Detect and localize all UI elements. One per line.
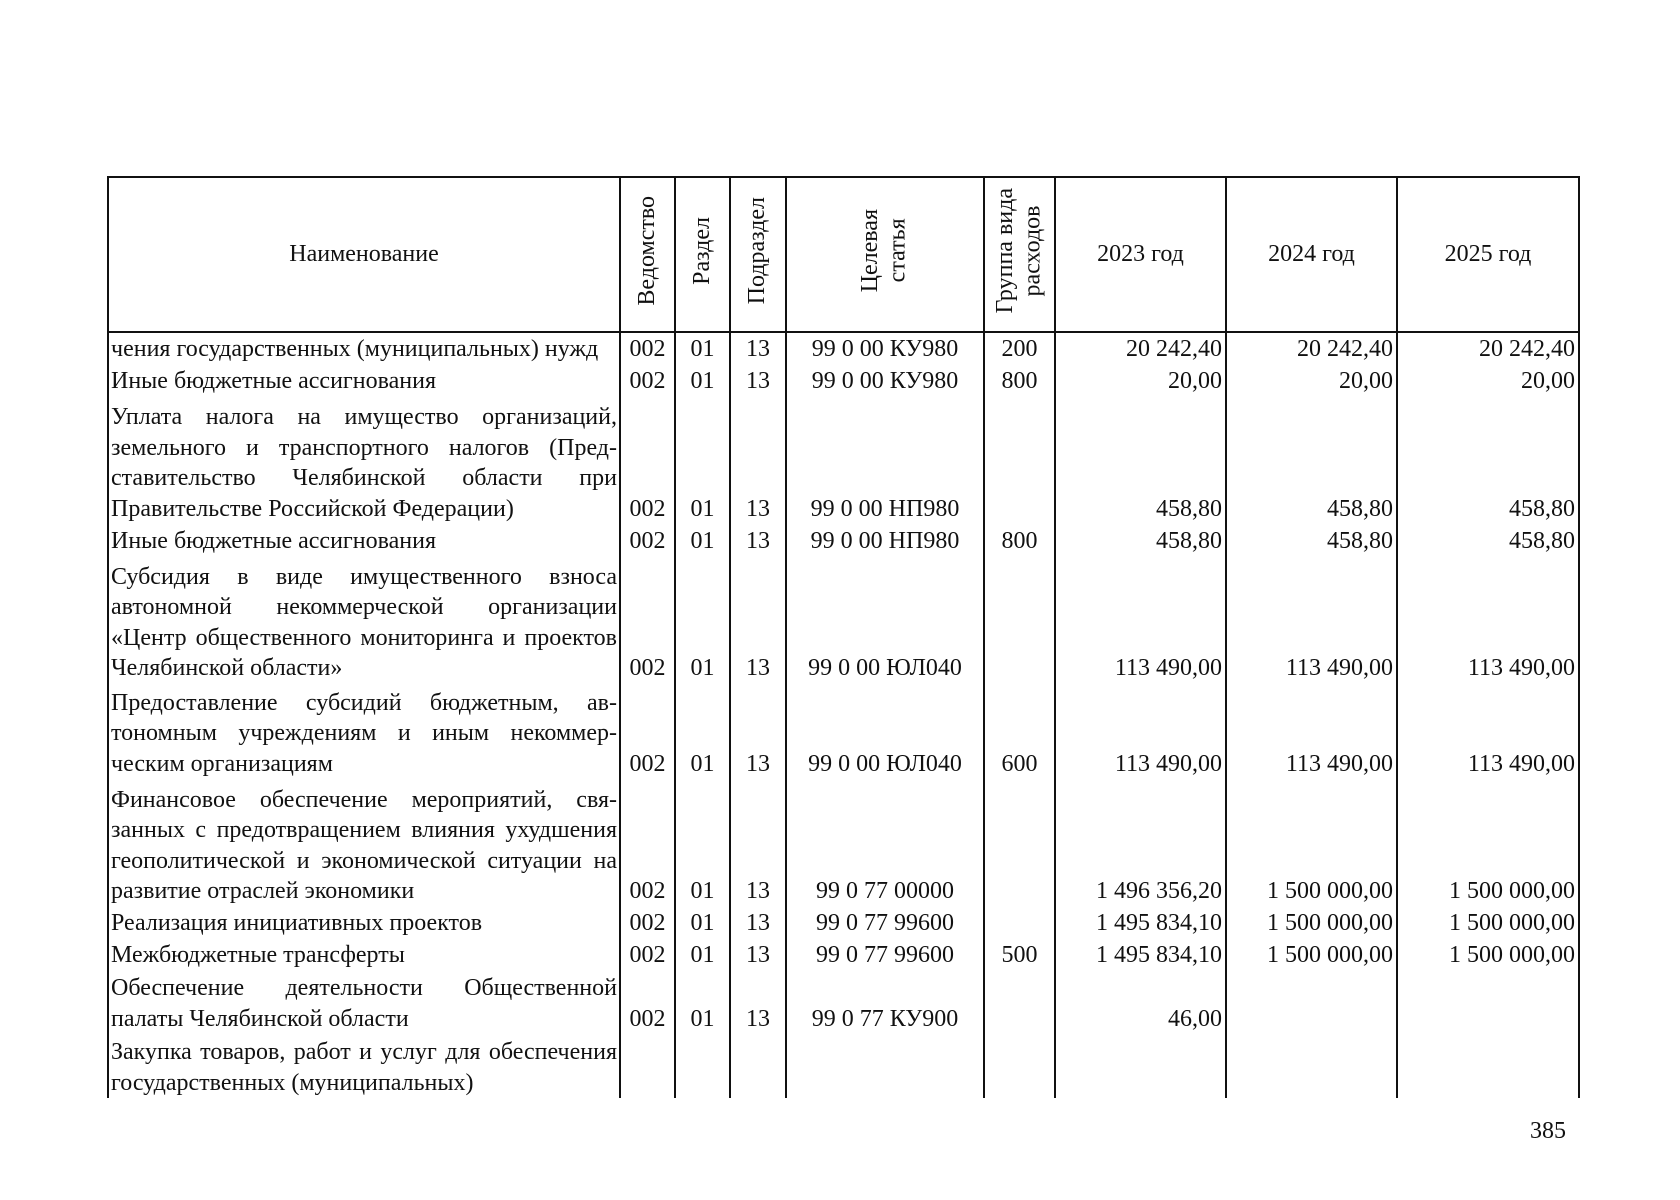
table-row bbox=[108, 556, 1579, 683]
row-amount-2024 bbox=[1226, 1034, 1397, 1098]
row-gruppa-vida: 500 bbox=[984, 939, 1055, 971]
row-razdel: 01 bbox=[675, 332, 730, 365]
row-name: Обеспечение деятельности Общественной палаты Челябинской области bbox=[108, 970, 620, 1034]
row-amount-2024: 1 500 000,00 bbox=[1226, 907, 1397, 939]
row-razdel: 01 bbox=[675, 939, 730, 971]
row-name: Предоставление субсидий бюджетным, автономным учреждениям и иным некоммерческим организациям bbox=[108, 684, 620, 780]
row-celevaya-statya: 99 0 00 КУ980 bbox=[786, 365, 984, 397]
row-amount-2023: 1 495 834,10 bbox=[1055, 907, 1226, 939]
row-vedomstvo: 002 bbox=[620, 365, 675, 397]
page-number: 385 bbox=[1530, 1118, 1566, 1144]
header-2023: 2023 год bbox=[1055, 177, 1226, 332]
row-name: Иные бюджетные ассигнования bbox=[108, 524, 620, 556]
row-vedomstvo: 002 bbox=[620, 907, 675, 939]
row-amount-2025: 1 500 000,00 bbox=[1397, 779, 1579, 906]
row-name: чения государственных (муниципальных) нужд bbox=[108, 332, 620, 365]
row-vedomstvo: 002 bbox=[620, 332, 675, 365]
row-amount-2025: 458,80 bbox=[1397, 397, 1579, 524]
row-podrazdel: 13 bbox=[730, 907, 786, 939]
row-podrazdel: 13 bbox=[730, 365, 786, 397]
row-amount-2023: 113 490,00 bbox=[1055, 556, 1226, 683]
row-vedomstvo: 002 bbox=[620, 939, 675, 971]
table-row bbox=[108, 779, 1579, 906]
row-podrazdel: 13 bbox=[730, 970, 786, 1034]
row-razdel: 01 bbox=[675, 970, 730, 1034]
row-amount-2024: 458,80 bbox=[1226, 524, 1397, 556]
row-vedomstvo: 002 bbox=[620, 684, 675, 780]
row-vedomstvo: 002 bbox=[620, 779, 675, 906]
row-amount-2023: 458,80 bbox=[1055, 397, 1226, 524]
table-row bbox=[108, 397, 1579, 524]
row-celevaya-statya: 99 0 77 99600 bbox=[786, 939, 984, 971]
row-amount-2025: 458,80 bbox=[1397, 524, 1579, 556]
row-celevaya-statya bbox=[786, 1034, 984, 1098]
row-amount-2023: 1 495 834,10 bbox=[1055, 939, 1226, 971]
row-razdel: 01 bbox=[675, 907, 730, 939]
row-gruppa-vida bbox=[984, 779, 1055, 906]
row-amount-2025: 1 500 000,00 bbox=[1397, 939, 1579, 971]
header-celevaya-statya: Целевая статья bbox=[786, 177, 984, 332]
row-celevaya-statya: 99 0 00 НП980 bbox=[786, 397, 984, 524]
header-name: Наименование bbox=[108, 177, 620, 332]
row-podrazdel bbox=[730, 1034, 786, 1098]
row-name: Закупка товаров, работ и услуг для обеспечения государственных (муниципальных) bbox=[108, 1034, 620, 1098]
table-row bbox=[108, 365, 1579, 397]
row-amount-2023: 20 242,40 bbox=[1055, 332, 1226, 365]
header-podrazdel: Подраздел bbox=[730, 177, 786, 332]
row-podrazdel: 13 bbox=[730, 779, 786, 906]
row-amount-2023: 458,80 bbox=[1055, 524, 1226, 556]
row-gruppa-vida bbox=[984, 1034, 1055, 1098]
row-celevaya-statya: 99 0 00 ЮЛ040 bbox=[786, 556, 984, 683]
row-amount-2024: 458,80 bbox=[1226, 397, 1397, 524]
row-celevaya-statya: 99 0 77 99600 bbox=[786, 907, 984, 939]
row-amount-2025: 1 500 000,00 bbox=[1397, 907, 1579, 939]
row-amount-2024: 113 490,00 bbox=[1226, 684, 1397, 780]
row-name: Иные бюджетные ассигнования bbox=[108, 365, 620, 397]
budget-table bbox=[107, 176, 1580, 1098]
row-name: Межбюджетные трансферты bbox=[108, 939, 620, 971]
row-amount-2023: 113 490,00 bbox=[1055, 684, 1226, 780]
row-amount-2023 bbox=[1055, 1034, 1226, 1098]
row-amount-2024 bbox=[1226, 970, 1397, 1034]
row-amount-2025: 113 490,00 bbox=[1397, 684, 1579, 780]
row-vedomstvo: 002 bbox=[620, 524, 675, 556]
row-amount-2023: 20,00 bbox=[1055, 365, 1226, 397]
row-gruppa-vida bbox=[984, 397, 1055, 524]
row-amount-2025 bbox=[1397, 970, 1579, 1034]
table-body bbox=[108, 332, 1579, 1098]
row-gruppa-vida: 200 bbox=[984, 332, 1055, 365]
row-gruppa-vida bbox=[984, 556, 1055, 683]
row-gruppa-vida: 800 bbox=[984, 365, 1055, 397]
table-row bbox=[108, 524, 1579, 556]
row-podrazdel: 13 bbox=[730, 397, 786, 524]
row-vedomstvo: 002 bbox=[620, 397, 675, 524]
row-amount-2025: 113 490,00 bbox=[1397, 556, 1579, 683]
header-vedomstvo: Ведомство bbox=[620, 177, 675, 332]
row-celevaya-statya: 99 0 00 НП980 bbox=[786, 524, 984, 556]
row-gruppa-vida: 800 bbox=[984, 524, 1055, 556]
row-amount-2024: 113 490,00 bbox=[1226, 556, 1397, 683]
row-razdel: 01 bbox=[675, 556, 730, 683]
row-gruppa-vida: 600 bbox=[984, 684, 1055, 780]
row-amount-2025: 20,00 bbox=[1397, 365, 1579, 397]
table-row bbox=[108, 332, 1579, 365]
header-row bbox=[108, 177, 1579, 332]
row-celevaya-statya: 99 0 00 ЮЛ040 bbox=[786, 684, 984, 780]
header-gruppa-vida-rashodov: Группа вида расходов bbox=[984, 177, 1055, 332]
row-name: Финансовое обеспечение мероприятий, связанных с предотвращением влияния ухудшения геополитической и экономической ситуации на развитие отраслей экономики bbox=[108, 779, 620, 906]
row-celevaya-statya: 99 0 00 КУ980 bbox=[786, 332, 984, 365]
table-row bbox=[108, 970, 1579, 1034]
table-row bbox=[108, 684, 1579, 780]
row-podrazdel: 13 bbox=[730, 332, 786, 365]
row-amount-2023: 1 496 356,20 bbox=[1055, 779, 1226, 906]
row-podrazdel: 13 bbox=[730, 556, 786, 683]
row-amount-2023: 46,00 bbox=[1055, 970, 1226, 1034]
row-gruppa-vida bbox=[984, 907, 1055, 939]
row-razdel: 01 bbox=[675, 684, 730, 780]
row-name: Реализация инициативных проектов bbox=[108, 907, 620, 939]
header-2025: 2025 год bbox=[1397, 177, 1579, 332]
row-celevaya-statya: 99 0 77 00000 bbox=[786, 779, 984, 906]
row-vedomstvo: 002 bbox=[620, 556, 675, 683]
row-celevaya-statya: 99 0 77 КУ900 bbox=[786, 970, 984, 1034]
header-razdel: Раздел bbox=[675, 177, 730, 332]
row-podrazdel: 13 bbox=[730, 939, 786, 971]
row-podrazdel: 13 bbox=[730, 684, 786, 780]
row-razdel: 01 bbox=[675, 524, 730, 556]
row-amount-2024: 20,00 bbox=[1226, 365, 1397, 397]
table-row bbox=[108, 1034, 1579, 1098]
row-razdel: 01 bbox=[675, 397, 730, 524]
row-razdel bbox=[675, 1034, 730, 1098]
row-amount-2024: 1 500 000,00 bbox=[1226, 779, 1397, 906]
row-podrazdel: 13 bbox=[730, 524, 786, 556]
row-amount-2025: 20 242,40 bbox=[1397, 332, 1579, 365]
row-vedomstvo bbox=[620, 1034, 675, 1098]
table-row bbox=[108, 939, 1579, 971]
row-razdel: 01 bbox=[675, 779, 730, 906]
row-gruppa-vida bbox=[984, 970, 1055, 1034]
table-row bbox=[108, 907, 1579, 939]
row-vedomstvo: 002 bbox=[620, 970, 675, 1034]
row-amount-2024: 20 242,40 bbox=[1226, 332, 1397, 365]
row-amount-2025 bbox=[1397, 1034, 1579, 1098]
header-2024: 2024 год bbox=[1226, 177, 1397, 332]
row-name: Субсидия в виде имущественного взноса автономной некоммерческой организации «Центр общественного мониторинга и проектов Челябинской области» bbox=[108, 556, 620, 683]
row-name: Уплата налога на имущество организаций, земельного и транспортного налогов (Представительство Челябинской области при Правительстве Российской Федерации) bbox=[108, 397, 620, 524]
row-razdel: 01 bbox=[675, 365, 730, 397]
row-amount-2024: 1 500 000,00 bbox=[1226, 939, 1397, 971]
